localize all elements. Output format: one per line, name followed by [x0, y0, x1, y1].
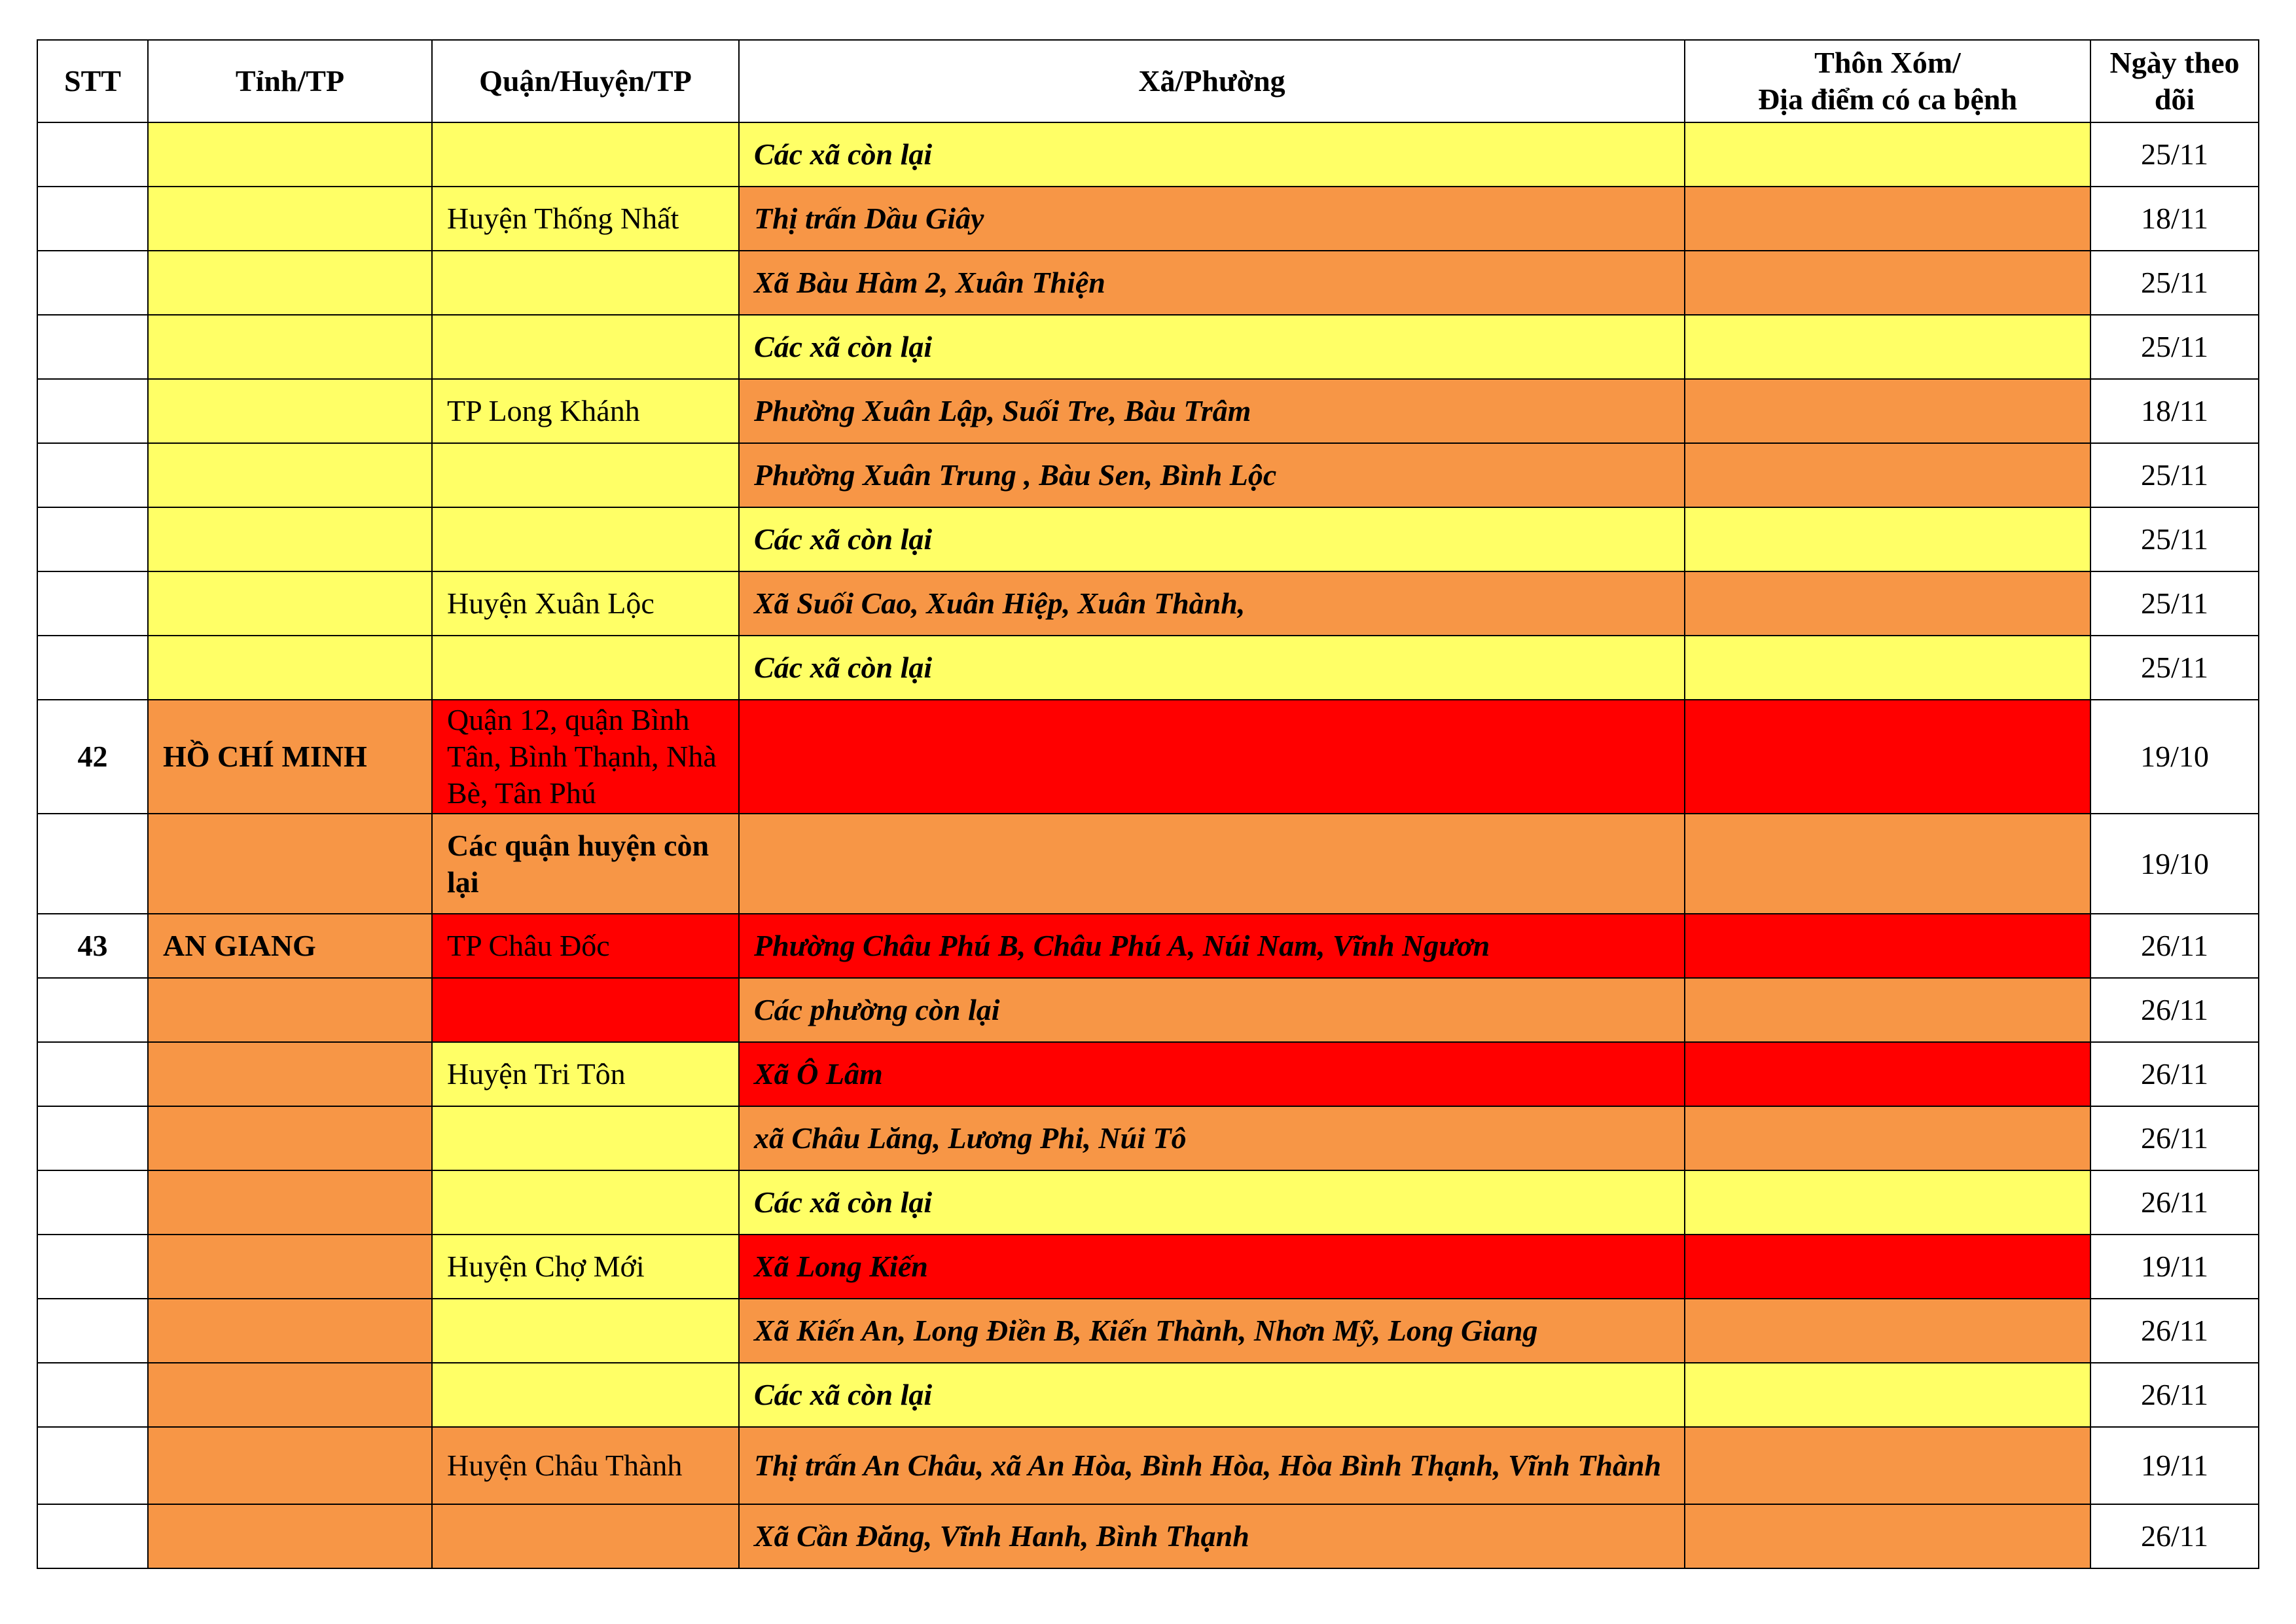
- cell-ngay: 18/11: [2090, 379, 2259, 443]
- cell-thon: [1685, 814, 2090, 914]
- table-row: [37, 1235, 2259, 1299]
- cell-tinh: HỒ CHÍ MINH: [148, 700, 432, 814]
- table-row: [37, 379, 2259, 443]
- cell-xa: Các xã còn lại: [739, 636, 1685, 700]
- cell-tinh: [148, 315, 432, 379]
- cell-xa: Các phường còn lại: [739, 978, 1685, 1042]
- table-row: [37, 914, 2259, 978]
- cell-stt: [37, 1504, 148, 1568]
- cell-thon: [1685, 443, 2090, 507]
- cell-tinh: [148, 571, 432, 636]
- cell-xa: Các xã còn lại: [739, 315, 1685, 379]
- cell-ngay: 19/11: [2090, 1427, 2259, 1504]
- cell-ngay: 25/11: [2090, 571, 2259, 636]
- table-row: [37, 1042, 2259, 1106]
- header-xa: Xã/Phường: [739, 40, 1685, 122]
- table-row: [37, 507, 2259, 571]
- cell-thon: [1685, 571, 2090, 636]
- cell-xa: Các xã còn lại: [739, 1363, 1685, 1427]
- cell-xa: Thị trấn An Châu, xã An Hòa, Bình Hòa, Hòa Bình Thạnh, Vĩnh Thành: [739, 1427, 1685, 1504]
- cell-quan: [432, 636, 739, 700]
- cell-xa: Phường Xuân Trung , Bàu Sen, Bình Lộc: [739, 443, 1685, 507]
- cell-stt: [37, 122, 148, 187]
- table-row: [37, 122, 2259, 187]
- cell-tinh: [148, 978, 432, 1042]
- cell-stt: 42: [37, 700, 148, 814]
- cell-tinh: [148, 814, 432, 914]
- table-row: [37, 1504, 2259, 1568]
- cell-quan: Huyện Tri Tôn: [432, 1042, 739, 1106]
- cell-tinh: [148, 251, 432, 315]
- cell-thon: [1685, 1106, 2090, 1170]
- cell-xa: Thị trấn Dầu Giây: [739, 187, 1685, 251]
- cell-thon: [1685, 1363, 2090, 1427]
- cell-ngay: 25/11: [2090, 636, 2259, 700]
- cell-quan: Huyện Xuân Lộc: [432, 571, 739, 636]
- cell-stt: [37, 1042, 148, 1106]
- cell-xa: Các xã còn lại: [739, 1170, 1685, 1235]
- cell-stt: [37, 1299, 148, 1363]
- cell-stt: [37, 571, 148, 636]
- header-tinh: Tỉnh/TP: [148, 40, 432, 122]
- table-row: [37, 187, 2259, 251]
- header-quan: Quận/Huyện/TP: [432, 40, 739, 122]
- cell-tinh: [148, 507, 432, 571]
- cell-xa: [739, 700, 1685, 814]
- cell-tinh: [148, 187, 432, 251]
- cell-thon: [1685, 187, 2090, 251]
- cell-ngay: 25/11: [2090, 507, 2259, 571]
- cell-stt: [37, 443, 148, 507]
- cell-thon: [1685, 379, 2090, 443]
- cell-quan: Huyện Châu Thành: [432, 1427, 739, 1504]
- header-ngay-line1: Ngày theo: [2109, 46, 2240, 79]
- cell-quan: [432, 443, 739, 507]
- cell-stt: [37, 636, 148, 700]
- cell-ngay: 19/10: [2090, 700, 2259, 814]
- cell-quan: Huyện Thống Nhất: [432, 187, 739, 251]
- cell-ngay: 26/11: [2090, 1299, 2259, 1363]
- cell-xa: Xã Ô Lâm: [739, 1042, 1685, 1106]
- cell-tinh: AN GIANG: [148, 914, 432, 978]
- cell-stt: [37, 315, 148, 379]
- cell-quan: [432, 507, 739, 571]
- table-row: [37, 1106, 2259, 1170]
- cell-thon: [1685, 914, 2090, 978]
- cell-ngay: 26/11: [2090, 1106, 2259, 1170]
- cell-stt: [37, 251, 148, 315]
- header-thon: [1685, 40, 2090, 122]
- cell-quan: TP Long Khánh: [432, 379, 739, 443]
- cell-ngay: 19/11: [2090, 1235, 2259, 1299]
- cell-quan: [432, 122, 739, 187]
- cell-tinh: [148, 636, 432, 700]
- cell-tinh: [148, 1299, 432, 1363]
- cell-thon: [1685, 315, 2090, 379]
- table-row: [37, 443, 2259, 507]
- cell-tinh: [148, 1363, 432, 1427]
- cell-tinh: [148, 1235, 432, 1299]
- table-row: [37, 315, 2259, 379]
- cell-stt: [37, 1427, 148, 1504]
- cell-thon: [1685, 1299, 2090, 1363]
- cell-xa: Phường Châu Phú B, Châu Phú A, Núi Nam, Vĩnh Ngươn: [739, 914, 1685, 978]
- cell-ngay: 26/11: [2090, 914, 2259, 978]
- cell-xa: Xã Long Kiến: [739, 1235, 1685, 1299]
- cell-thon: [1685, 122, 2090, 187]
- cell-tinh: [148, 122, 432, 187]
- cell-thon: [1685, 978, 2090, 1042]
- cell-thon: [1685, 1042, 2090, 1106]
- cell-ngay: 26/11: [2090, 1504, 2259, 1568]
- cell-stt: [37, 1363, 148, 1427]
- table-row: [37, 1363, 2259, 1427]
- table-row: [37, 700, 2259, 814]
- cell-thon: [1685, 1427, 2090, 1504]
- cell-ngay: 26/11: [2090, 978, 2259, 1042]
- cell-stt: 43: [37, 914, 148, 978]
- cell-ngay: 26/11: [2090, 1042, 2259, 1106]
- document-page: [37, 39, 2259, 1569]
- cell-thon: [1685, 251, 2090, 315]
- header-stt: STT: [37, 40, 148, 122]
- cell-quan: Huyện Chợ Mới: [432, 1235, 739, 1299]
- cell-quan: Quận 12, quận Bình Tân, Bình Thạnh, Nhà Bè, Tân Phú: [432, 700, 739, 814]
- table-row: [37, 571, 2259, 636]
- cell-xa: Xã Kiến An, Long Điền B, Kiến Thành, Nhơn Mỹ, Long Giang: [739, 1299, 1685, 1363]
- cell-thon: [1685, 1235, 2090, 1299]
- header-thon-line2: Địa điểm có ca bệnh: [1757, 82, 2018, 116]
- table-row: [37, 814, 2259, 914]
- cell-quan: TP Châu Đốc: [432, 914, 739, 978]
- cell-stt: [37, 1235, 148, 1299]
- cell-thon: [1685, 507, 2090, 571]
- outbreak-table: [37, 39, 2259, 1569]
- cell-quan: [432, 1170, 739, 1235]
- cell-thon: [1685, 1504, 2090, 1568]
- cell-tinh: [148, 379, 432, 443]
- cell-stt: [37, 1170, 148, 1235]
- cell-ngay: 19/10: [2090, 814, 2259, 914]
- cell-thon: [1685, 636, 2090, 700]
- cell-xa: [739, 814, 1685, 914]
- cell-stt: [37, 187, 148, 251]
- cell-xa: xã Châu Lăng, Lương Phi, Núi Tô: [739, 1106, 1685, 1170]
- cell-stt: [37, 1106, 148, 1170]
- cell-xa: Xã Suối Cao, Xuân Hiệp, Xuân Thành,: [739, 571, 1685, 636]
- cell-quan: [432, 1299, 739, 1363]
- cell-xa: Phường Xuân Lập, Suối Tre, Bàu Trâm: [739, 379, 1685, 443]
- cell-thon: [1685, 700, 2090, 814]
- cell-tinh: [148, 443, 432, 507]
- cell-ngay: 25/11: [2090, 122, 2259, 187]
- table-row: [37, 1427, 2259, 1504]
- header-thon-line1: Thôn Xóm/: [1814, 46, 1961, 79]
- cell-tinh: [148, 1042, 432, 1106]
- cell-xa: Các xã còn lại: [739, 122, 1685, 187]
- cell-quan: [432, 1106, 739, 1170]
- cell-stt: [37, 978, 148, 1042]
- cell-quan: [432, 315, 739, 379]
- header-ngay: [2090, 40, 2259, 122]
- cell-tinh: [148, 1504, 432, 1568]
- cell-stt: [37, 507, 148, 571]
- cell-quan: Các quận huyện còn lại: [432, 814, 739, 914]
- cell-ngay: 26/11: [2090, 1363, 2259, 1427]
- cell-thon: [1685, 1170, 2090, 1235]
- table-row: [37, 1170, 2259, 1235]
- cell-xa: Các xã còn lại: [739, 507, 1685, 571]
- cell-ngay: 25/11: [2090, 443, 2259, 507]
- header-ngay-line2: dõi: [2154, 82, 2195, 116]
- cell-ngay: 25/11: [2090, 315, 2259, 379]
- cell-xa: Xã Bàu Hàm 2, Xuân Thiện: [739, 251, 1685, 315]
- cell-quan: [432, 1504, 739, 1568]
- cell-ngay: 25/11: [2090, 251, 2259, 315]
- table-row: [37, 636, 2259, 700]
- cell-xa: Xã Cần Đăng, Vĩnh Hanh, Bình Thạnh: [739, 1504, 1685, 1568]
- cell-stt: [37, 814, 148, 914]
- cell-tinh: [148, 1170, 432, 1235]
- cell-tinh: [148, 1427, 432, 1504]
- table-row: [37, 978, 2259, 1042]
- cell-tinh: [148, 1106, 432, 1170]
- table-row: [37, 251, 2259, 315]
- cell-ngay: 18/11: [2090, 187, 2259, 251]
- table-row: [37, 1299, 2259, 1363]
- cell-stt: [37, 379, 148, 443]
- cell-quan: [432, 1363, 739, 1427]
- cell-quan: [432, 251, 739, 315]
- table-header-row: [37, 40, 2259, 122]
- cell-quan: [432, 978, 739, 1042]
- cell-ngay: 26/11: [2090, 1170, 2259, 1235]
